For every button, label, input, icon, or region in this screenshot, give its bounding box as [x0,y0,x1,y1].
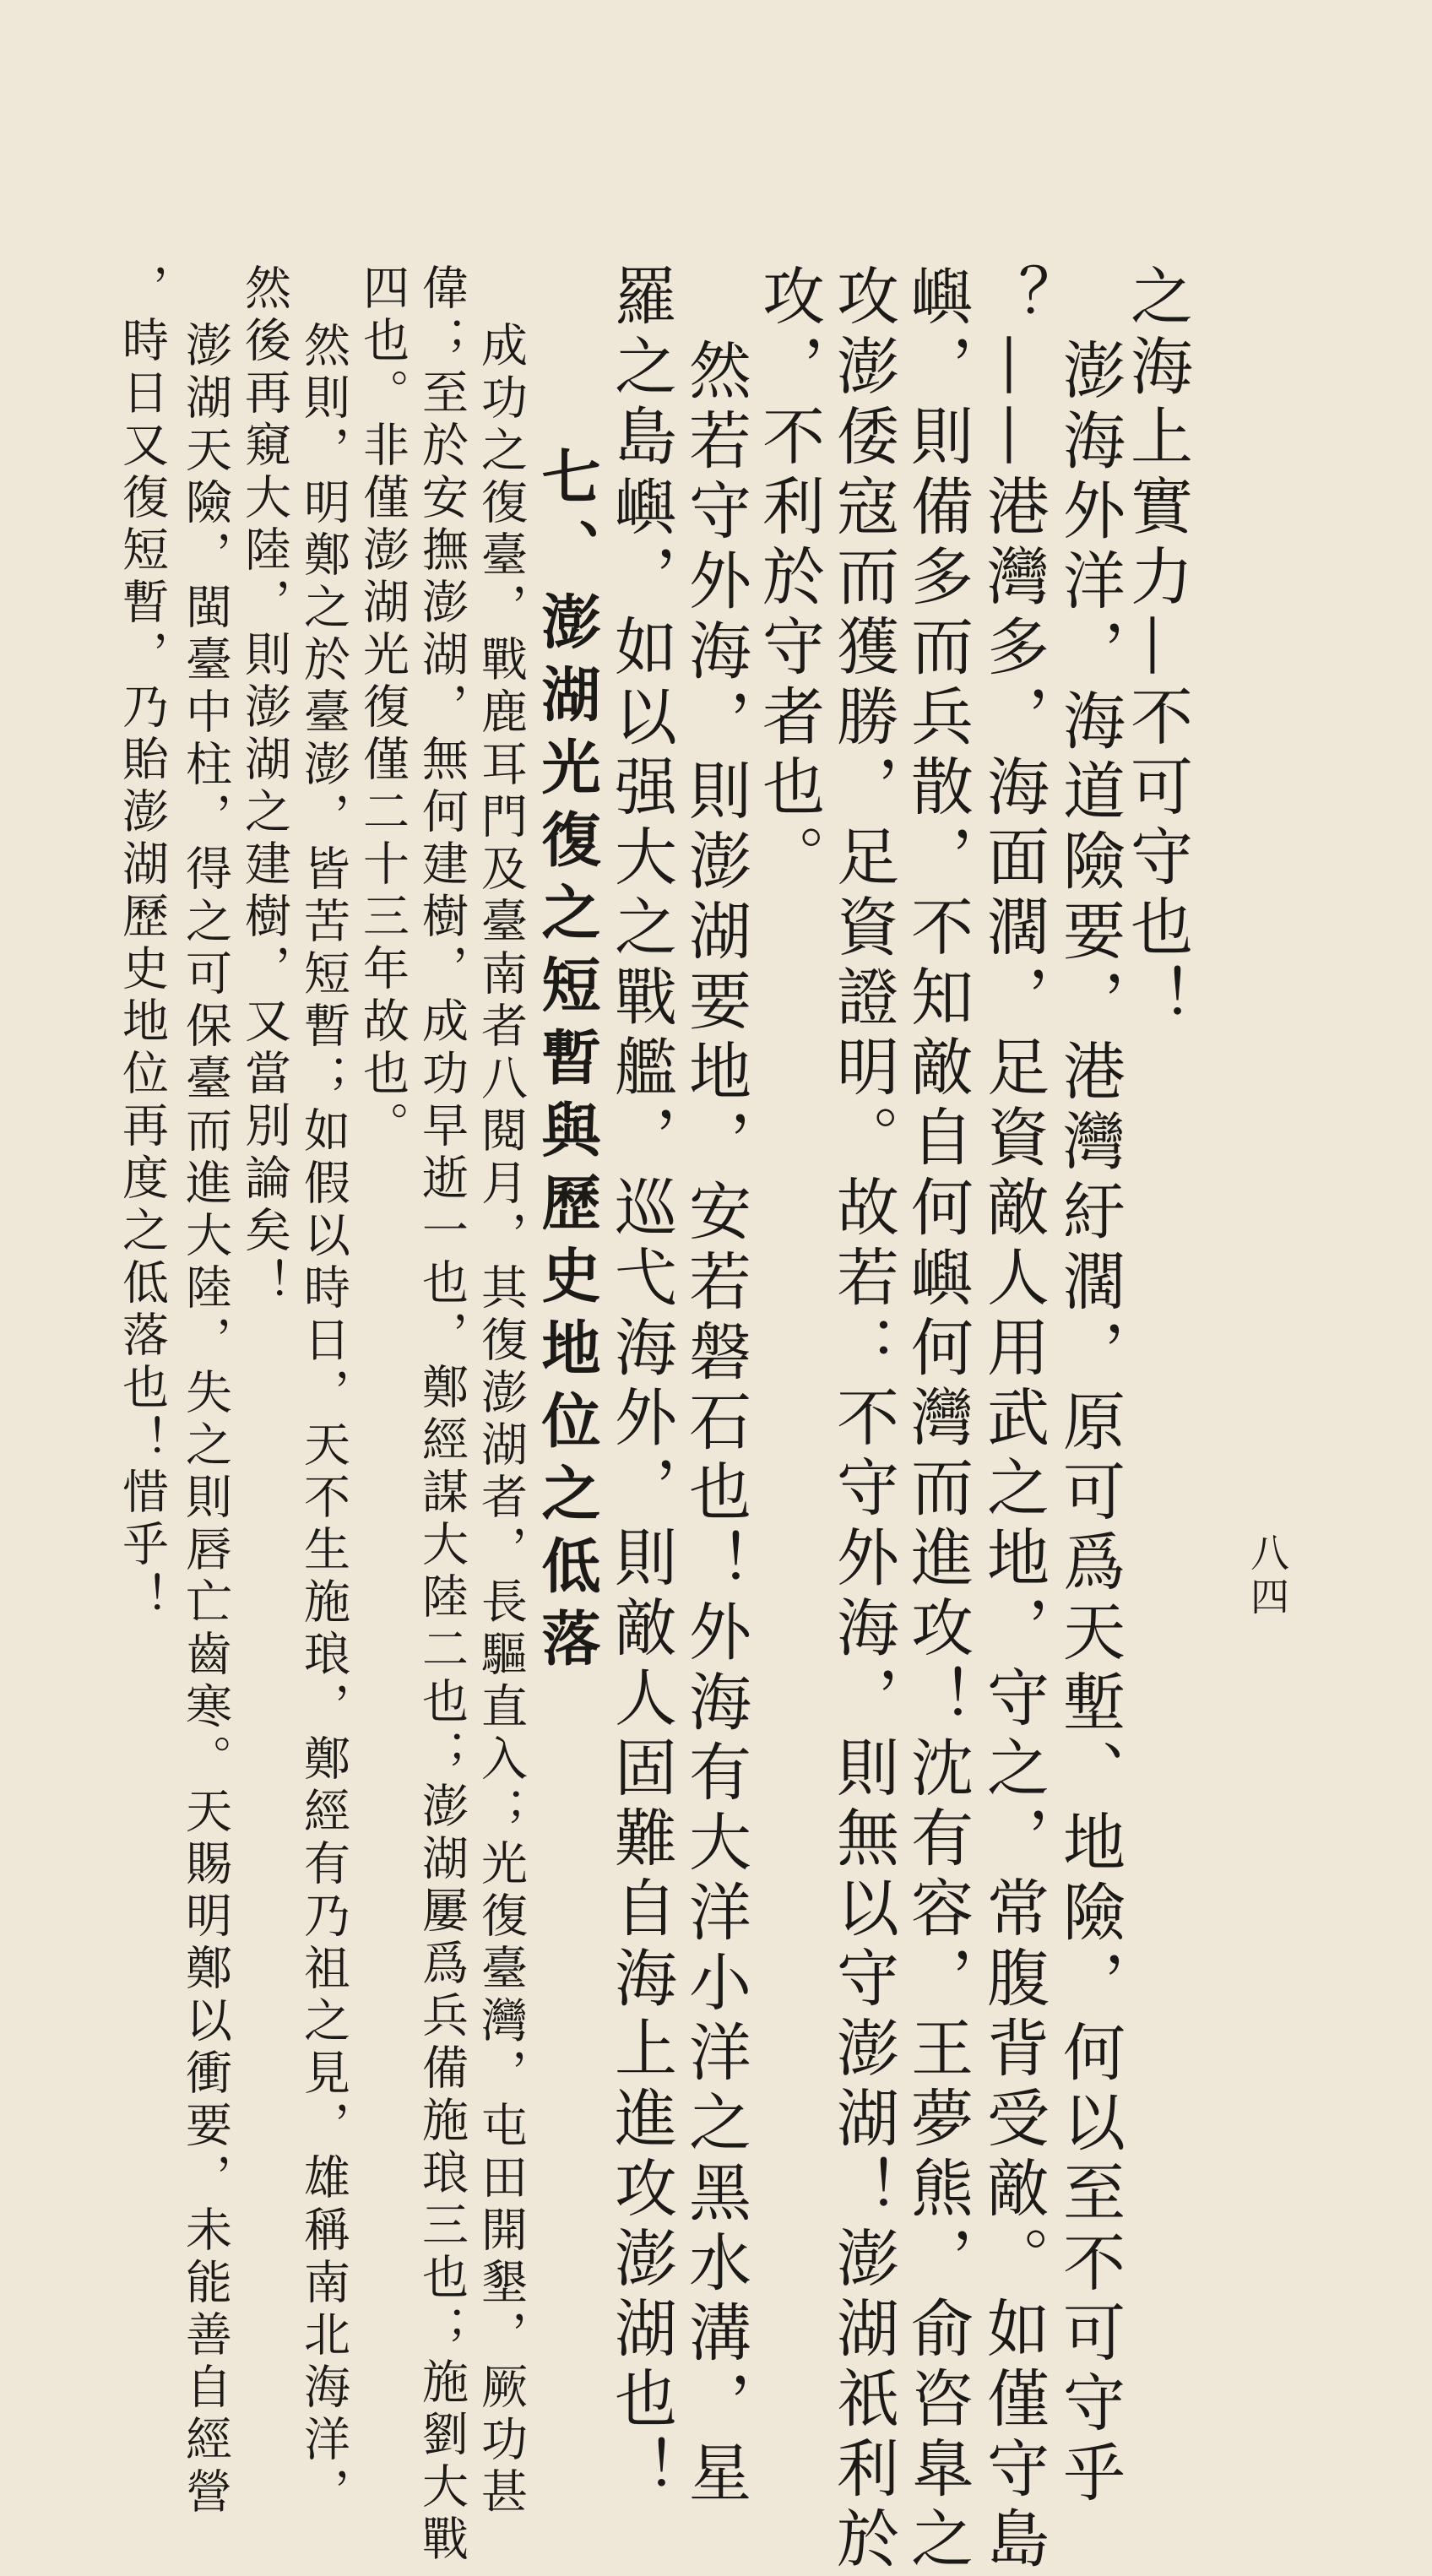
body-column-1: 成功之復臺，戰鹿耳門及臺南者八閱月，其復澎湖者，長驅直入；光復臺灣，屯田開墾，厥功甚 [474,321,528,2519]
text-column-4: 嶼，則備多而兵散，不知敵自何嶼何灣而進攻！沈有容，王夢熊，俞咨臯之 [901,263,974,2576]
body-column-5: 然後再窺大陸，則澎湖之建樹，又當別論矣！ [237,263,291,1310]
text-column-7: 然若守外海，則澎湖要地，安若磐石也！外海有大洋小洋之黑水溝，星 [679,338,751,2510]
body-column-4: 然則，明鄭之於臺澎，皆苦短暫；如假以時日，天不生施琅，鄭經有乃祖之見，雄稱南北海洋， [296,321,350,2519]
body-column-7: ，時日又復短暫，乃貽澎湖歷史地位再度之低落也！惜乎！ [115,263,169,1624]
body-column-6: 澎湖天險，閩臺中柱，得之可保臺而進大陸，失之則唇亡齒寒。天賜明鄭以衝要，未能善自經營 [178,321,232,2519]
text-column-3: ？——港灣多，海面濶，足資敵人用武之地，守之，常腹背受敵。如僅守島 [977,263,1050,2576]
text-column-5: 攻澎倭寇而獲勝，足資證明。故若：不守外海，則無以守澎湖！澎湖祇利於 [827,263,899,2576]
text-column-8: 羅之島嶼，如以强大之戰艦，巡弋海外，則敵人固難自海上進攻澎湖也！ [605,263,677,2506]
section-heading: 七、澎湖光復之短暫與歷史地位之低落 [532,446,602,1680]
text-column-6: 攻，不利於守者也。 [752,263,825,894]
text-column-2: 澎海外洋，海道險要，港灣紆濶，原可爲天塹、地險，何以至不可守乎 [1053,338,1126,2510]
body-column-3: 四也。非僅澎湖光復僅二十三年故也。 [355,263,410,1153]
body-column-2: 偉；至於安撫澎湖，無何建樹，成功早逝一也，鄭經謀大陸二也；澎湖屢爲兵備施琅三也；施劉大戰 [415,263,469,2567]
text-column-1: 之海上實力—不可守也！ [1120,263,1193,1034]
page-number: 八四 [1245,1532,1290,1620]
